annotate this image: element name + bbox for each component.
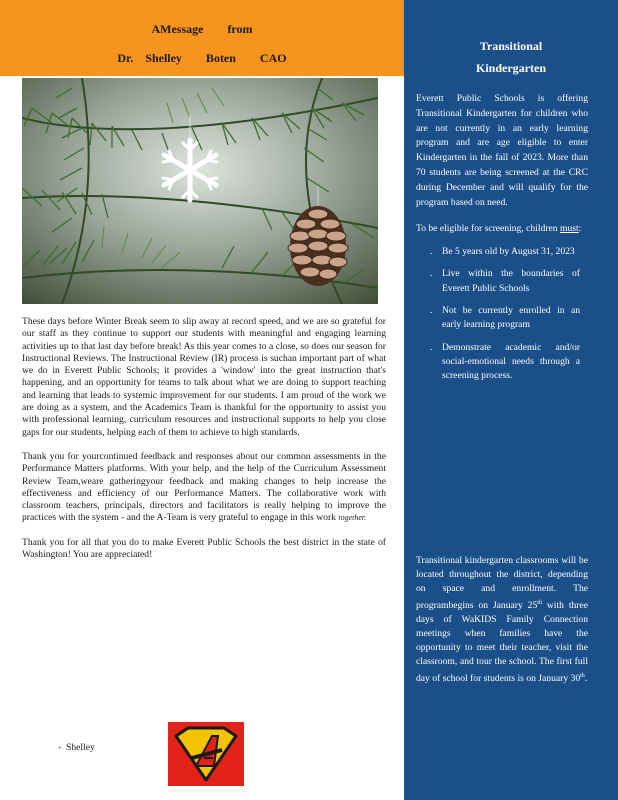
closing-text-b: with three days of WaKIDS Family Connection meetings when families have the opportunity to meet their teacher, visit the classroom, and tour the school. The first full day of school for students is on January 30 <box>416 600 588 685</box>
sidebar-title-line1: Transitional <box>479 39 543 53</box>
sidebar-body <box>416 92 588 392</box>
closing-text-a: Transitional kindergarten classrooms will be located throughout the district, depending on space and enrollment. The programbegins on January 25 <box>416 555 588 612</box>
header-banner <box>0 0 404 76</box>
cao-letter <box>22 316 386 573</box>
list-item: . Live within the boundaries of Everett Public Schools <box>430 268 580 294</box>
sidebar-intro: Everett Public Schools is offering Transitional Kindergarten for children who are not currently in an early learning program and are age eligible to enter Kindergarten in the fall of 2023. More than 70 students are being screened at the CRC during December and will qualify for the program based on need. <box>416 93 588 208</box>
letter-paragraph-2 <box>22 451 386 525</box>
sidebar-closing <box>416 554 588 686</box>
eligibility-must: must <box>560 223 579 235</box>
list-item: . Demonstrate academic and/or social-emotional needs through a screening process. <box>430 341 580 382</box>
header-title-line2: Dr. Shelley Boten CAO <box>117 51 287 65</box>
closing-sup-1: th <box>537 600 542 606</box>
sidebar-eligibility <box>416 222 588 237</box>
eligibility-prefix: To be eligible for screening, children <box>416 223 558 235</box>
letter-paragraph-3: Thank you for all that you do to make Everett Public Schools the best district in the state of Washington! You are appreciated! <box>22 536 386 561</box>
a-team-logo <box>168 722 244 786</box>
sidebar-title-line2: Kindergarten <box>476 61 546 75</box>
sidebar-title <box>404 35 618 79</box>
christmas-tree-photo <box>22 78 378 304</box>
list-item: . Not be currently enrolled in an early learning program <box>430 305 580 331</box>
header-title-line1: AMessage from <box>151 22 253 36</box>
sidebar-transitional-kindergarten <box>404 0 618 800</box>
letter-signature: - Shelley <box>58 742 95 753</box>
letter-paragraph-1: These days before Winter Break seem to slip away at record speed, and we are so grateful for our staff as they continue to support our students with meaningful and engaging learning activities up to that last day before break! As this year comes to a close, so does our season for Instructional Reviews. The Instructional Review (IR) process is suchan important part of what we do in Everett Public Schools; it provides a 'window' into the great instruction that's happening, and an opportunity for teams to talk about what we are doing to support teaching and learning that leads to systemic improvement for our students. I am proud of the work we are doing as a system, and the Academics Team is thankful for the opportunity to assist you with professional learning, curriculum resources and instructional supports to help you close gaps for our students, helping each of them to achieve to high standards. <box>22 316 386 438</box>
list-item: . Be 5 years old by August 31, 2023 <box>430 246 575 258</box>
closing-sup-2: th <box>580 673 585 680</box>
letter-paragraph-2-text: Thank you for yourcontinued feedback and responses about our common assessments in the Performance Matters platforms. With your help, and the help of the Curriculum Assessment Review Team,weare gatheringyour feedback and making changes to help increase the effectiveness and efficiency of our Performance Matters. The collaborative work with classroom teachers, principals, directors and facilitators is really helping to improve the practices with the system - and the A-Team is very grateful to engage in this work <box>22 450 386 524</box>
letter-paragraph-2-italic: together. <box>338 513 367 523</box>
closing-text-c: . <box>584 673 588 685</box>
eligibility-criteria-list <box>416 245 588 383</box>
eligibility-suffix: : <box>578 223 582 235</box>
